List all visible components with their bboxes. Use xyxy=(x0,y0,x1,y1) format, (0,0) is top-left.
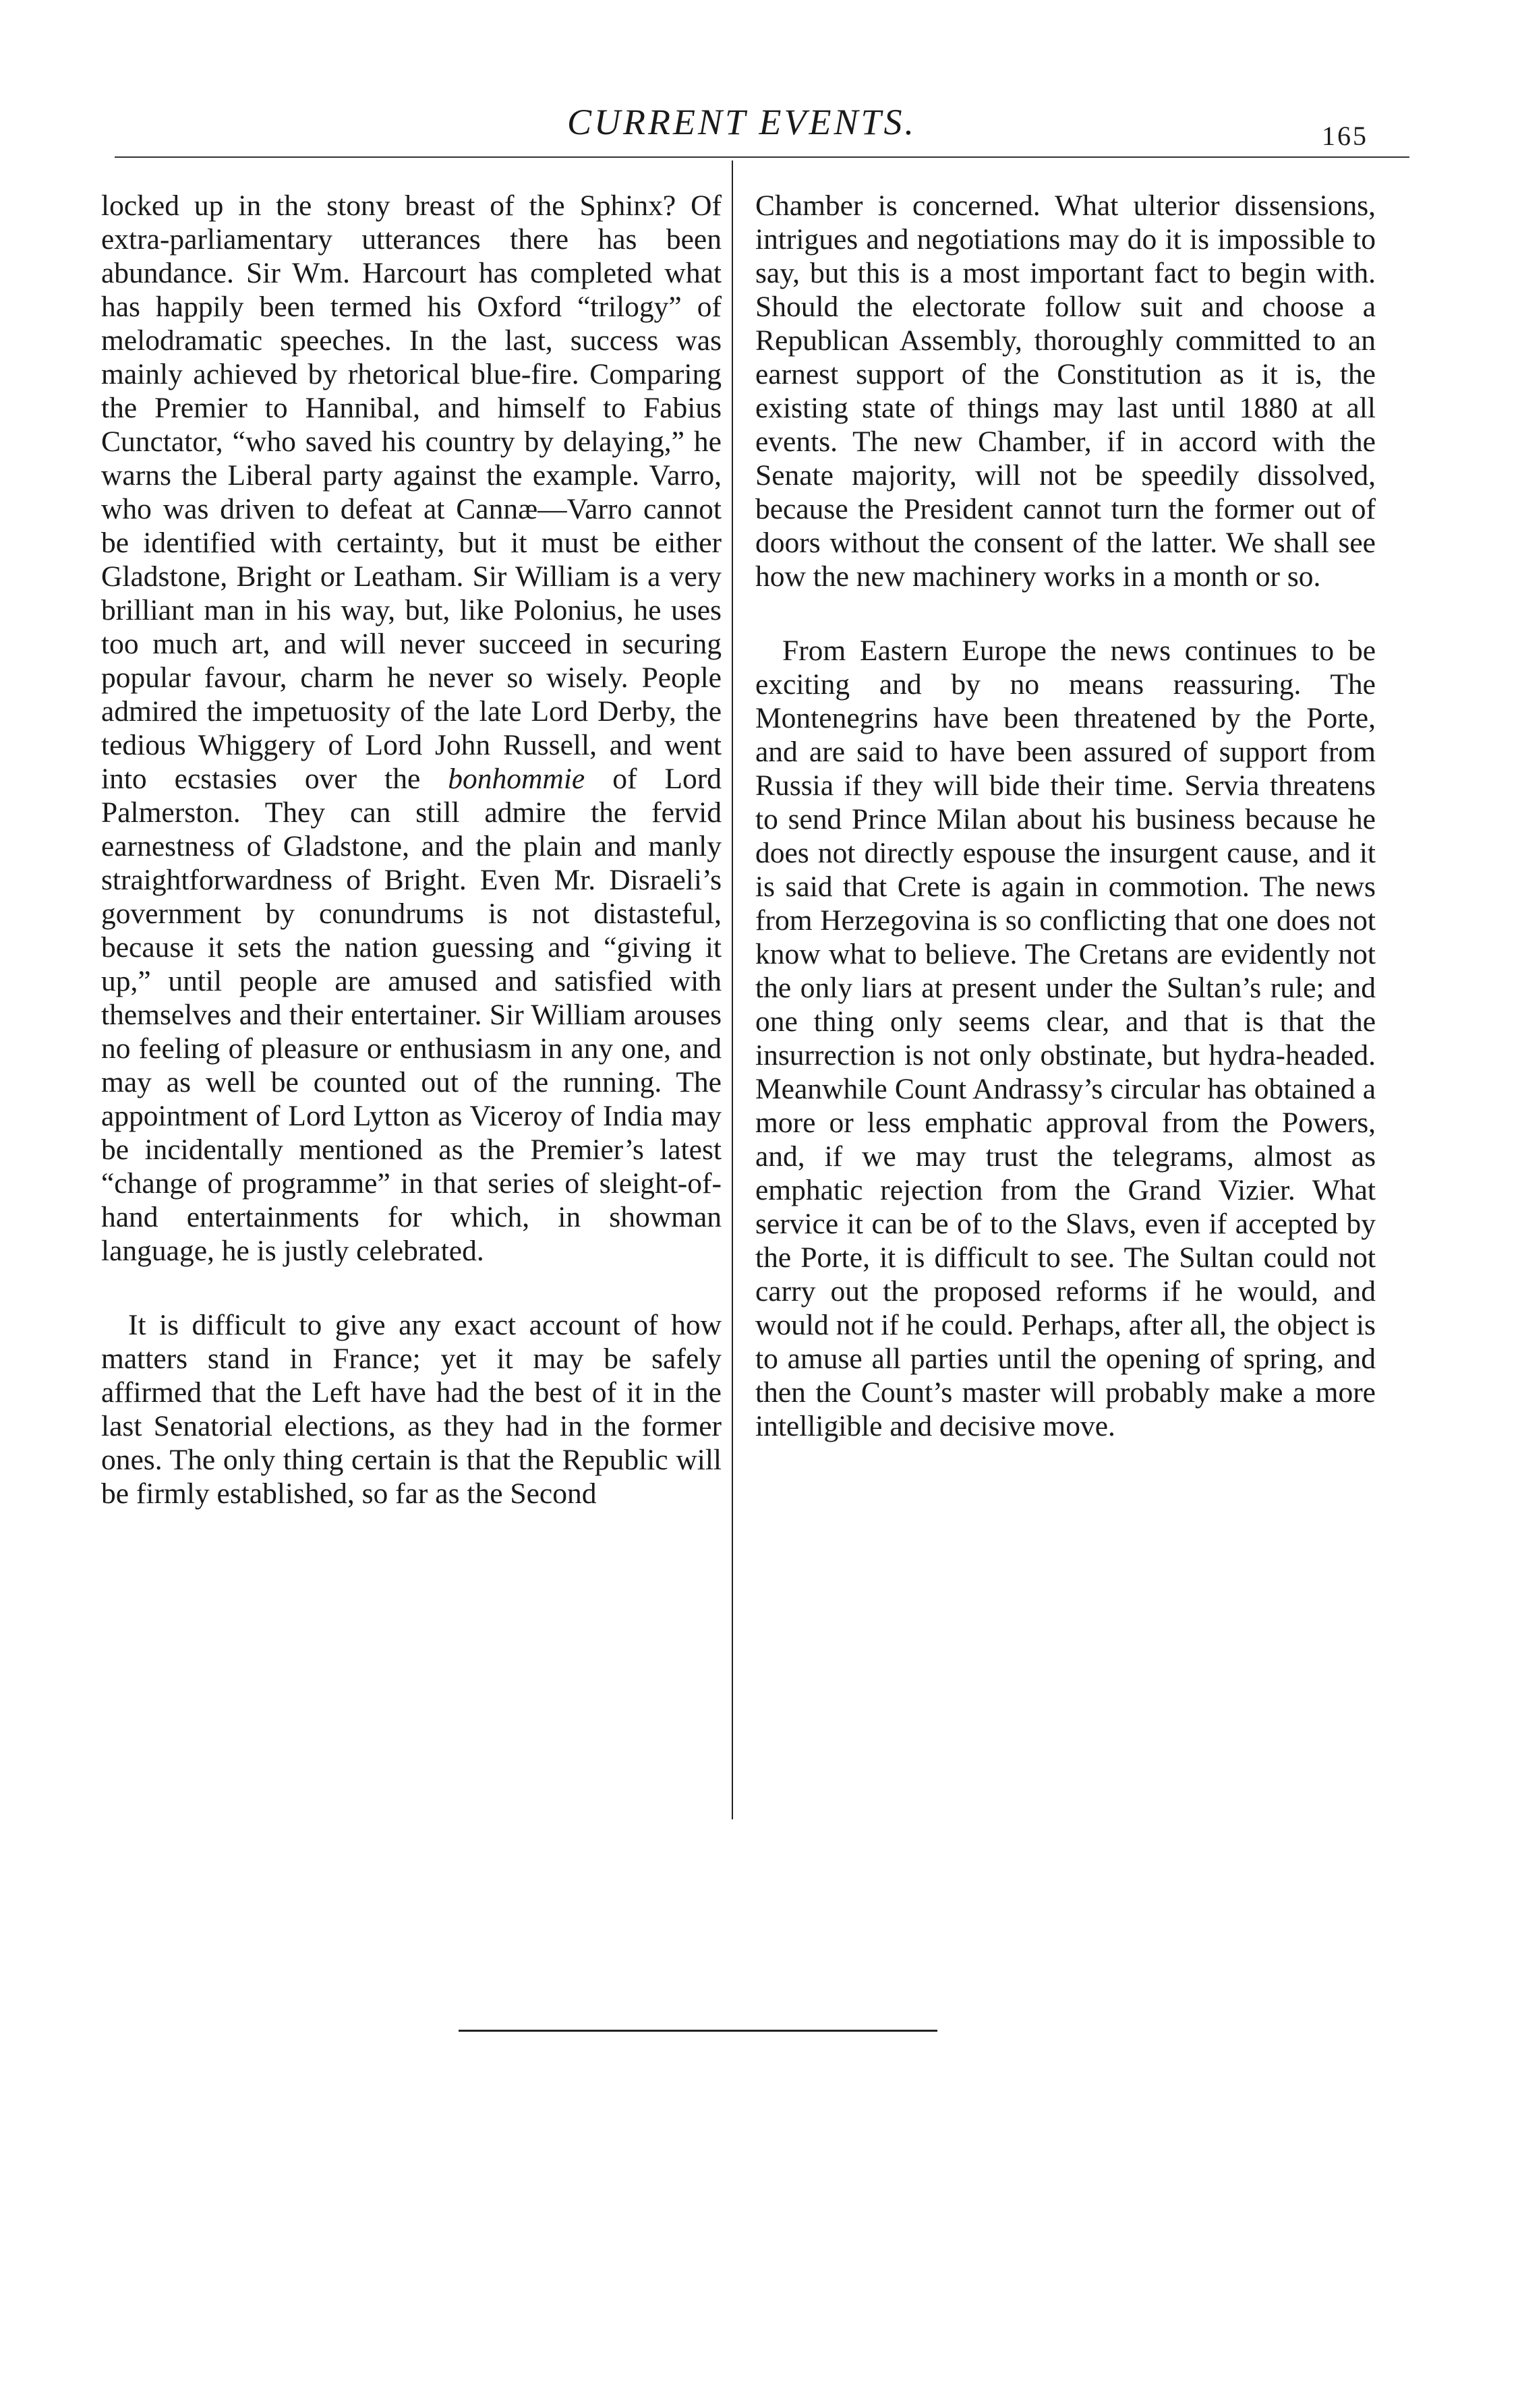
left-paragraph-1-text-a: locked up in the stony breast of the Sphinx? Of extra-parliamentary utterances there has been abundance. Sir Wm. Harcourt has completed what has happily been termed his Oxford “trilogy” of melodramatic speeches. In the last, success was mainly achieved by rhetorical blue-fire. Comparing the Premier to Hannibal, and himself to Fabius Cunctator, “who saved his country by delaying,” he warns the Liberal party against the example. Varro, who was driven to defeat at Cannæ—Varro cannot be identified with certainty, but it must be either Gladstone, Bright or Leatham. Sir William is a very brilliant man in his way, but, like Polonius, he uses too much art, and will never succeed in securing popular favour, charm he never so wisely. People admired the impetuosity of the late Lord Derby, the tedious Whiggery of Lord John Russell, and went into ecstasies over the xyxy=(101,189,722,795)
end-rule xyxy=(459,2030,937,2032)
right-column xyxy=(755,189,1376,1443)
page-number: 165 xyxy=(1322,121,1368,151)
running-head xyxy=(0,101,1518,155)
right-paragraph-2: From Eastern Europe the news continues to be exciting and by no means reassuring. The Montenegrins have been threatened by the Porte, and are said to have been assured of support from Russia if they will bide their time. Servia threatens to send Prince Milan about his business because he does not directly espouse the insurgent cause, and it is said that Crete is again in commotion. The news from Herzegovina is so conflicting that one does not know what to believe. The Cretans are evidently not the only liars at present under the Sultan’s rule; and one thing only seems clear, and that is that the insurrection is not only obstinate, but hydra-headed. Meanwhile Count Andrassy’s circular has obtained a more or less emphatic approval from the Powers, and, if we may trust the telegrams, almost as emphatic rejection from the Grand Vizier. What service it can be of to the Slavs, even if accepted by the Porte, it is difficult to see. The Sultan could not carry out the proposed reforms if he would, and would not if he could. Perhaps, after all, the object is to amuse all parties until the opening of spring, and then the Count’s master will probably make a more intelligible and decisive move. xyxy=(755,635,1376,1442)
left-paragraph-2: It is difficult to give any exact account of how matters stand in France; yet it may be safely affirmed that the Left have had the best of it in the last Senatorial elections, as they had in the former ones. The only thing certain is that the Republic will be firmly established, so far as the Second xyxy=(101,1309,722,1510)
left-paragraph-1-text-b: of Lord Palmerston. They can still admire the fervid earnestness of Gladstone, and the plain and manly straightforwardness of Bright. Even Mr. Disraeli’s government by conundrums is not distasteful, because it sets the nation guessing and “giving it up,” until people are amused and satisfied with themselves and their entertainer. Sir William arouses no feeling of pleasure or enthusiasm in any one, and may as well be counted out of the running. The appointment of Lord Lytton as Viceroy of India may be incidentally mentioned as the Premier’s latest “change of programme” in that series of sleight-of-hand entertainments for which, in showman language, he is justly celebrated. xyxy=(101,763,722,1267)
column-divider xyxy=(732,160,733,1819)
italic-term: bonhommie xyxy=(448,763,585,795)
left-column xyxy=(101,189,722,1510)
header-rule xyxy=(115,156,1409,158)
right-paragraph-1: Chamber is concerned. What ulterior dissensions, intrigues and negotiations may do it is impossible to say, but this is a most important fact to begin with. Should the electorate follow suit and choose a Republican Assembly, thoroughly committed to an earnest support of the Constitution as it is, the existing state of things may last until 1880 at all events. The new Chamber, if in accord with the Senate majority, will not be speedily dissolved, because the President cannot turn the former out of doors without the consent of the latter. We shall see how the new machinery works in a month or so. xyxy=(755,189,1376,593)
left-paragraph-1 xyxy=(101,189,722,1268)
running-title: CURRENT EVENTS. xyxy=(566,102,917,142)
